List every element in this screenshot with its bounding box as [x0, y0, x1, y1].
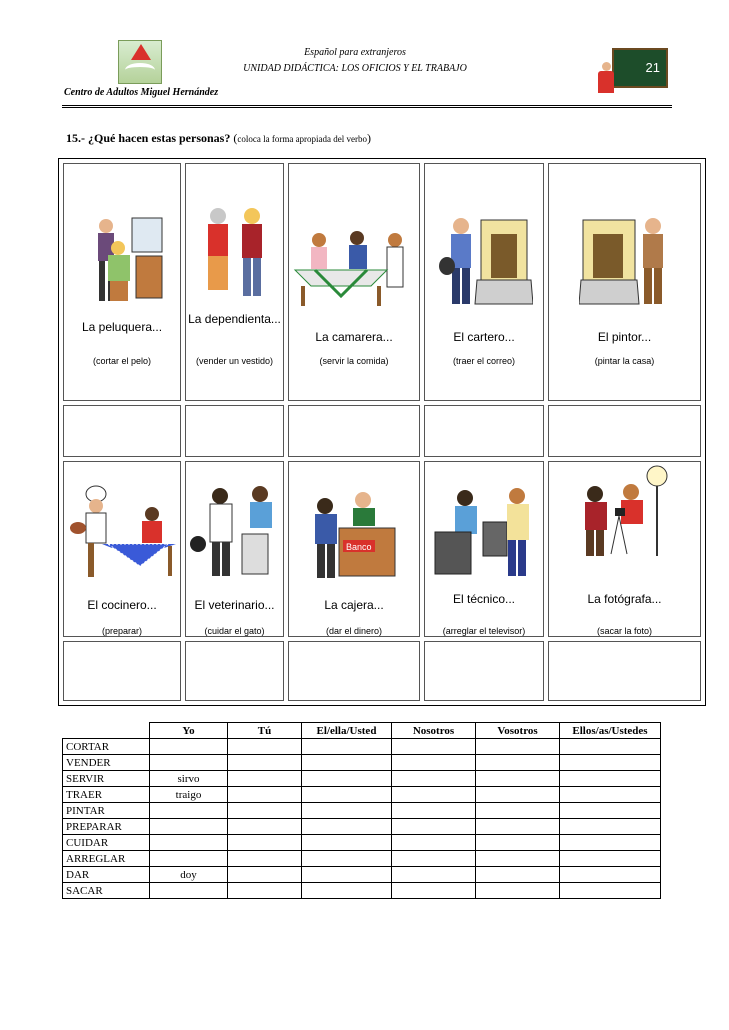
- table-row: [63, 819, 661, 835]
- conjugation-cell[interactable]: [392, 739, 476, 755]
- column-header: Tú: [228, 723, 302, 739]
- header-course: Español para extranjeros: [304, 47, 406, 58]
- verb-hint: (arreglar el televisor): [442, 626, 526, 636]
- conjugation-cell[interactable]: [302, 819, 392, 835]
- hairdresser-icon: [86, 212, 166, 308]
- conjugation-cell[interactable]: [302, 739, 392, 755]
- table-row: [63, 803, 661, 819]
- conjugation-cell[interactable]: [150, 803, 228, 819]
- column-header: El/ella/Usted: [302, 723, 392, 739]
- center-name: Centro de Adultos Miguel Hernández: [64, 87, 219, 98]
- caption: El pintor...: [597, 330, 652, 344]
- conjugation-cell[interactable]: [228, 819, 302, 835]
- conjugation-cell[interactable]: [302, 803, 392, 819]
- conjugation-cell[interactable]: [392, 771, 476, 787]
- conjugation-cell[interactable]: [302, 771, 392, 787]
- verb-name: CUIDAR: [63, 835, 150, 851]
- caption: La cajera...: [324, 598, 384, 612]
- table-row: [63, 883, 661, 899]
- verb-hint: (cortar el pelo): [92, 356, 152, 366]
- picture-cell-vet: [185, 461, 284, 637]
- picture-cell-cashier: [288, 461, 420, 637]
- conjugation-cell[interactable]: [476, 803, 560, 819]
- answer-box[interactable]: [288, 641, 420, 701]
- caption: El técnico...: [452, 592, 516, 606]
- verb-name: CORTAR: [63, 739, 150, 755]
- verb-hint: (sacar la foto): [596, 626, 653, 636]
- verb-name: SACAR: [63, 883, 150, 899]
- postman-icon: [437, 216, 533, 308]
- conjugation-cell[interactable]: doy: [150, 867, 228, 883]
- verb-name: DAR: [63, 867, 150, 883]
- caption: La camarera...: [315, 330, 393, 344]
- conjugation-cell[interactable]: [150, 755, 228, 771]
- conjugation-cell[interactable]: [560, 835, 661, 851]
- caption: El cartero...: [453, 330, 515, 344]
- verb-name: PREPARAR: [63, 819, 150, 835]
- conjugation-cell[interactable]: [560, 771, 661, 787]
- conjugation-cell[interactable]: [228, 739, 302, 755]
- caption: El veterinario...: [194, 598, 275, 612]
- conjugation-cell[interactable]: [150, 739, 228, 755]
- header-titles: [230, 45, 480, 77]
- header-rule: [62, 105, 672, 108]
- verb-hint: (dar el dinero): [325, 626, 383, 636]
- conjugation-cell[interactable]: [150, 835, 228, 851]
- table-row: [63, 787, 661, 803]
- conjugation-cell[interactable]: [476, 739, 560, 755]
- conjugation-cell[interactable]: [392, 787, 476, 803]
- table-row: [63, 851, 661, 867]
- caption: El cocinero...: [87, 598, 157, 612]
- conjugation-cell[interactable]: [150, 883, 228, 899]
- picture-grid: [58, 158, 706, 706]
- exercise-question: 15.- ¿Qué hacen estas personas? (coloca la forma apropiada del verbo): [66, 131, 372, 145]
- verb-name: ARREGLAR: [63, 851, 150, 867]
- conjugation-cell[interactable]: [560, 803, 661, 819]
- page-number-board: [612, 48, 668, 88]
- conjugation-cell[interactable]: [560, 755, 661, 771]
- conjugation-cell[interactable]: [392, 883, 476, 899]
- shop-assistant-icon: [196, 206, 276, 306]
- conjugation-cell[interactable]: [392, 819, 476, 835]
- conjugation-cell[interactable]: [476, 787, 560, 803]
- vet-icon: [190, 486, 282, 582]
- conjugation-cell[interactable]: [302, 835, 392, 851]
- conjugation-cell[interactable]: [476, 867, 560, 883]
- picture-cell-photographer: [548, 461, 701, 637]
- conjugation-cell[interactable]: [476, 771, 560, 787]
- painter-icon: [579, 216, 675, 308]
- caption: La fotógrafa...: [587, 592, 662, 606]
- verb-name: SERVIR: [63, 771, 150, 787]
- verb-hint: (cuidar el gato): [204, 626, 265, 636]
- verb-name: TRAER: [63, 787, 150, 803]
- answer-box[interactable]: [424, 405, 544, 457]
- technician-icon: [429, 488, 539, 580]
- question-title: 15.- ¿Qué hacen estas personas?: [66, 131, 231, 145]
- school-logo: [118, 40, 162, 84]
- question-hint: coloca la forma apropiada del verbo: [237, 134, 368, 144]
- caption: La peluquera...: [81, 320, 163, 334]
- table-row: [63, 771, 661, 787]
- cook-icon: [64, 484, 182, 580]
- answer-box[interactable]: [185, 405, 284, 457]
- conjugation-table: [62, 722, 661, 899]
- table-row: [63, 755, 661, 771]
- column-header: Vosotros: [476, 723, 560, 739]
- conjugation-cell[interactable]: [392, 755, 476, 771]
- conjugation-cell[interactable]: [150, 851, 228, 867]
- conjugation-cell[interactable]: [560, 787, 661, 803]
- column-header: Yo: [150, 723, 228, 739]
- conjugation-cell[interactable]: [302, 787, 392, 803]
- picture-cell-technician: [424, 461, 544, 637]
- column-header: Ellos/as/Ustedes: [560, 723, 661, 739]
- teacher-icon: [598, 62, 616, 96]
- page-number: 21: [645, 60, 660, 75]
- verb-hint: (servir la comida): [319, 356, 389, 366]
- conjugation-cell[interactable]: [476, 835, 560, 851]
- table-row: [63, 835, 661, 851]
- cashier-icon: [309, 486, 401, 582]
- verb-name: PINTAR: [63, 803, 150, 819]
- conjugation-cell[interactable]: [302, 755, 392, 771]
- conjugation-cell[interactable]: [228, 787, 302, 803]
- header-unit: UNIDAD DIDÁCTICA: LOS OFICIOS Y EL TRABAJO: [243, 63, 467, 74]
- verb-name: VENDER: [63, 755, 150, 771]
- conjugation-cell[interactable]: [228, 835, 302, 851]
- verb-hint: (preparar): [101, 626, 142, 636]
- picture-cell-postman: [424, 163, 544, 401]
- conjugation-cell[interactable]: [560, 851, 661, 867]
- photographer-icon: [577, 464, 673, 560]
- conjugation-cell[interactable]: [228, 867, 302, 883]
- conjugation-cell[interactable]: [228, 851, 302, 867]
- conjugation-cell[interactable]: [228, 771, 302, 787]
- conjugation-cell[interactable]: [150, 819, 228, 835]
- conjugation-cell[interactable]: [560, 739, 661, 755]
- conjugation-cell[interactable]: [228, 755, 302, 771]
- caption: La dependienta...: [188, 312, 281, 326]
- conjugation-cell[interactable]: [560, 883, 661, 899]
- conjugation-cell[interactable]: [302, 867, 392, 883]
- conjugation-cell[interactable]: traigo: [150, 787, 228, 803]
- conjugation-cell[interactable]: [476, 755, 560, 771]
- conjugation-cell[interactable]: [560, 867, 661, 883]
- answer-box[interactable]: [63, 405, 181, 457]
- verb-hint: (vender un vestido): [195, 356, 274, 366]
- picture-cell-shop-assistant: [185, 163, 284, 401]
- conjugation-cell[interactable]: [392, 803, 476, 819]
- picture-cell-painter: [548, 163, 701, 401]
- answer-box[interactable]: [185, 641, 284, 701]
- table-row: [63, 867, 661, 883]
- conjugation-cell[interactable]: [560, 819, 661, 835]
- verb-hint: (pintar la casa): [594, 356, 655, 366]
- conjugation-cell[interactable]: [228, 803, 302, 819]
- conjugation-cell[interactable]: [476, 883, 560, 899]
- conjugation-cell[interactable]: sirvo: [150, 771, 228, 787]
- table-header-row: [63, 723, 661, 739]
- picture-cell-cook: [63, 461, 181, 637]
- conjugation-cell[interactable]: [392, 835, 476, 851]
- answer-box[interactable]: [548, 405, 701, 457]
- picture-cell-waitress: [288, 163, 420, 401]
- conjugation-cell[interactable]: [302, 883, 392, 899]
- conjugation-cell[interactable]: [476, 819, 560, 835]
- answer-box[interactable]: [288, 405, 420, 457]
- answer-box[interactable]: [424, 641, 544, 701]
- answer-box[interactable]: [63, 641, 181, 701]
- table-row: [63, 739, 661, 755]
- waitress-icon: [291, 226, 419, 308]
- picture-cell-hairdresser: [63, 163, 181, 401]
- conjugation-cell[interactable]: [392, 867, 476, 883]
- conjugation-cell[interactable]: [228, 883, 302, 899]
- verb-hint: (traer el correo): [452, 356, 515, 366]
- answer-box[interactable]: [548, 641, 701, 701]
- conjugation-cell[interactable]: [302, 851, 392, 867]
- conjugation-cell[interactable]: [392, 851, 476, 867]
- bank-sign: Banco: [346, 542, 372, 552]
- column-header: Nosotros: [392, 723, 476, 739]
- conjugation-cell[interactable]: [476, 851, 560, 867]
